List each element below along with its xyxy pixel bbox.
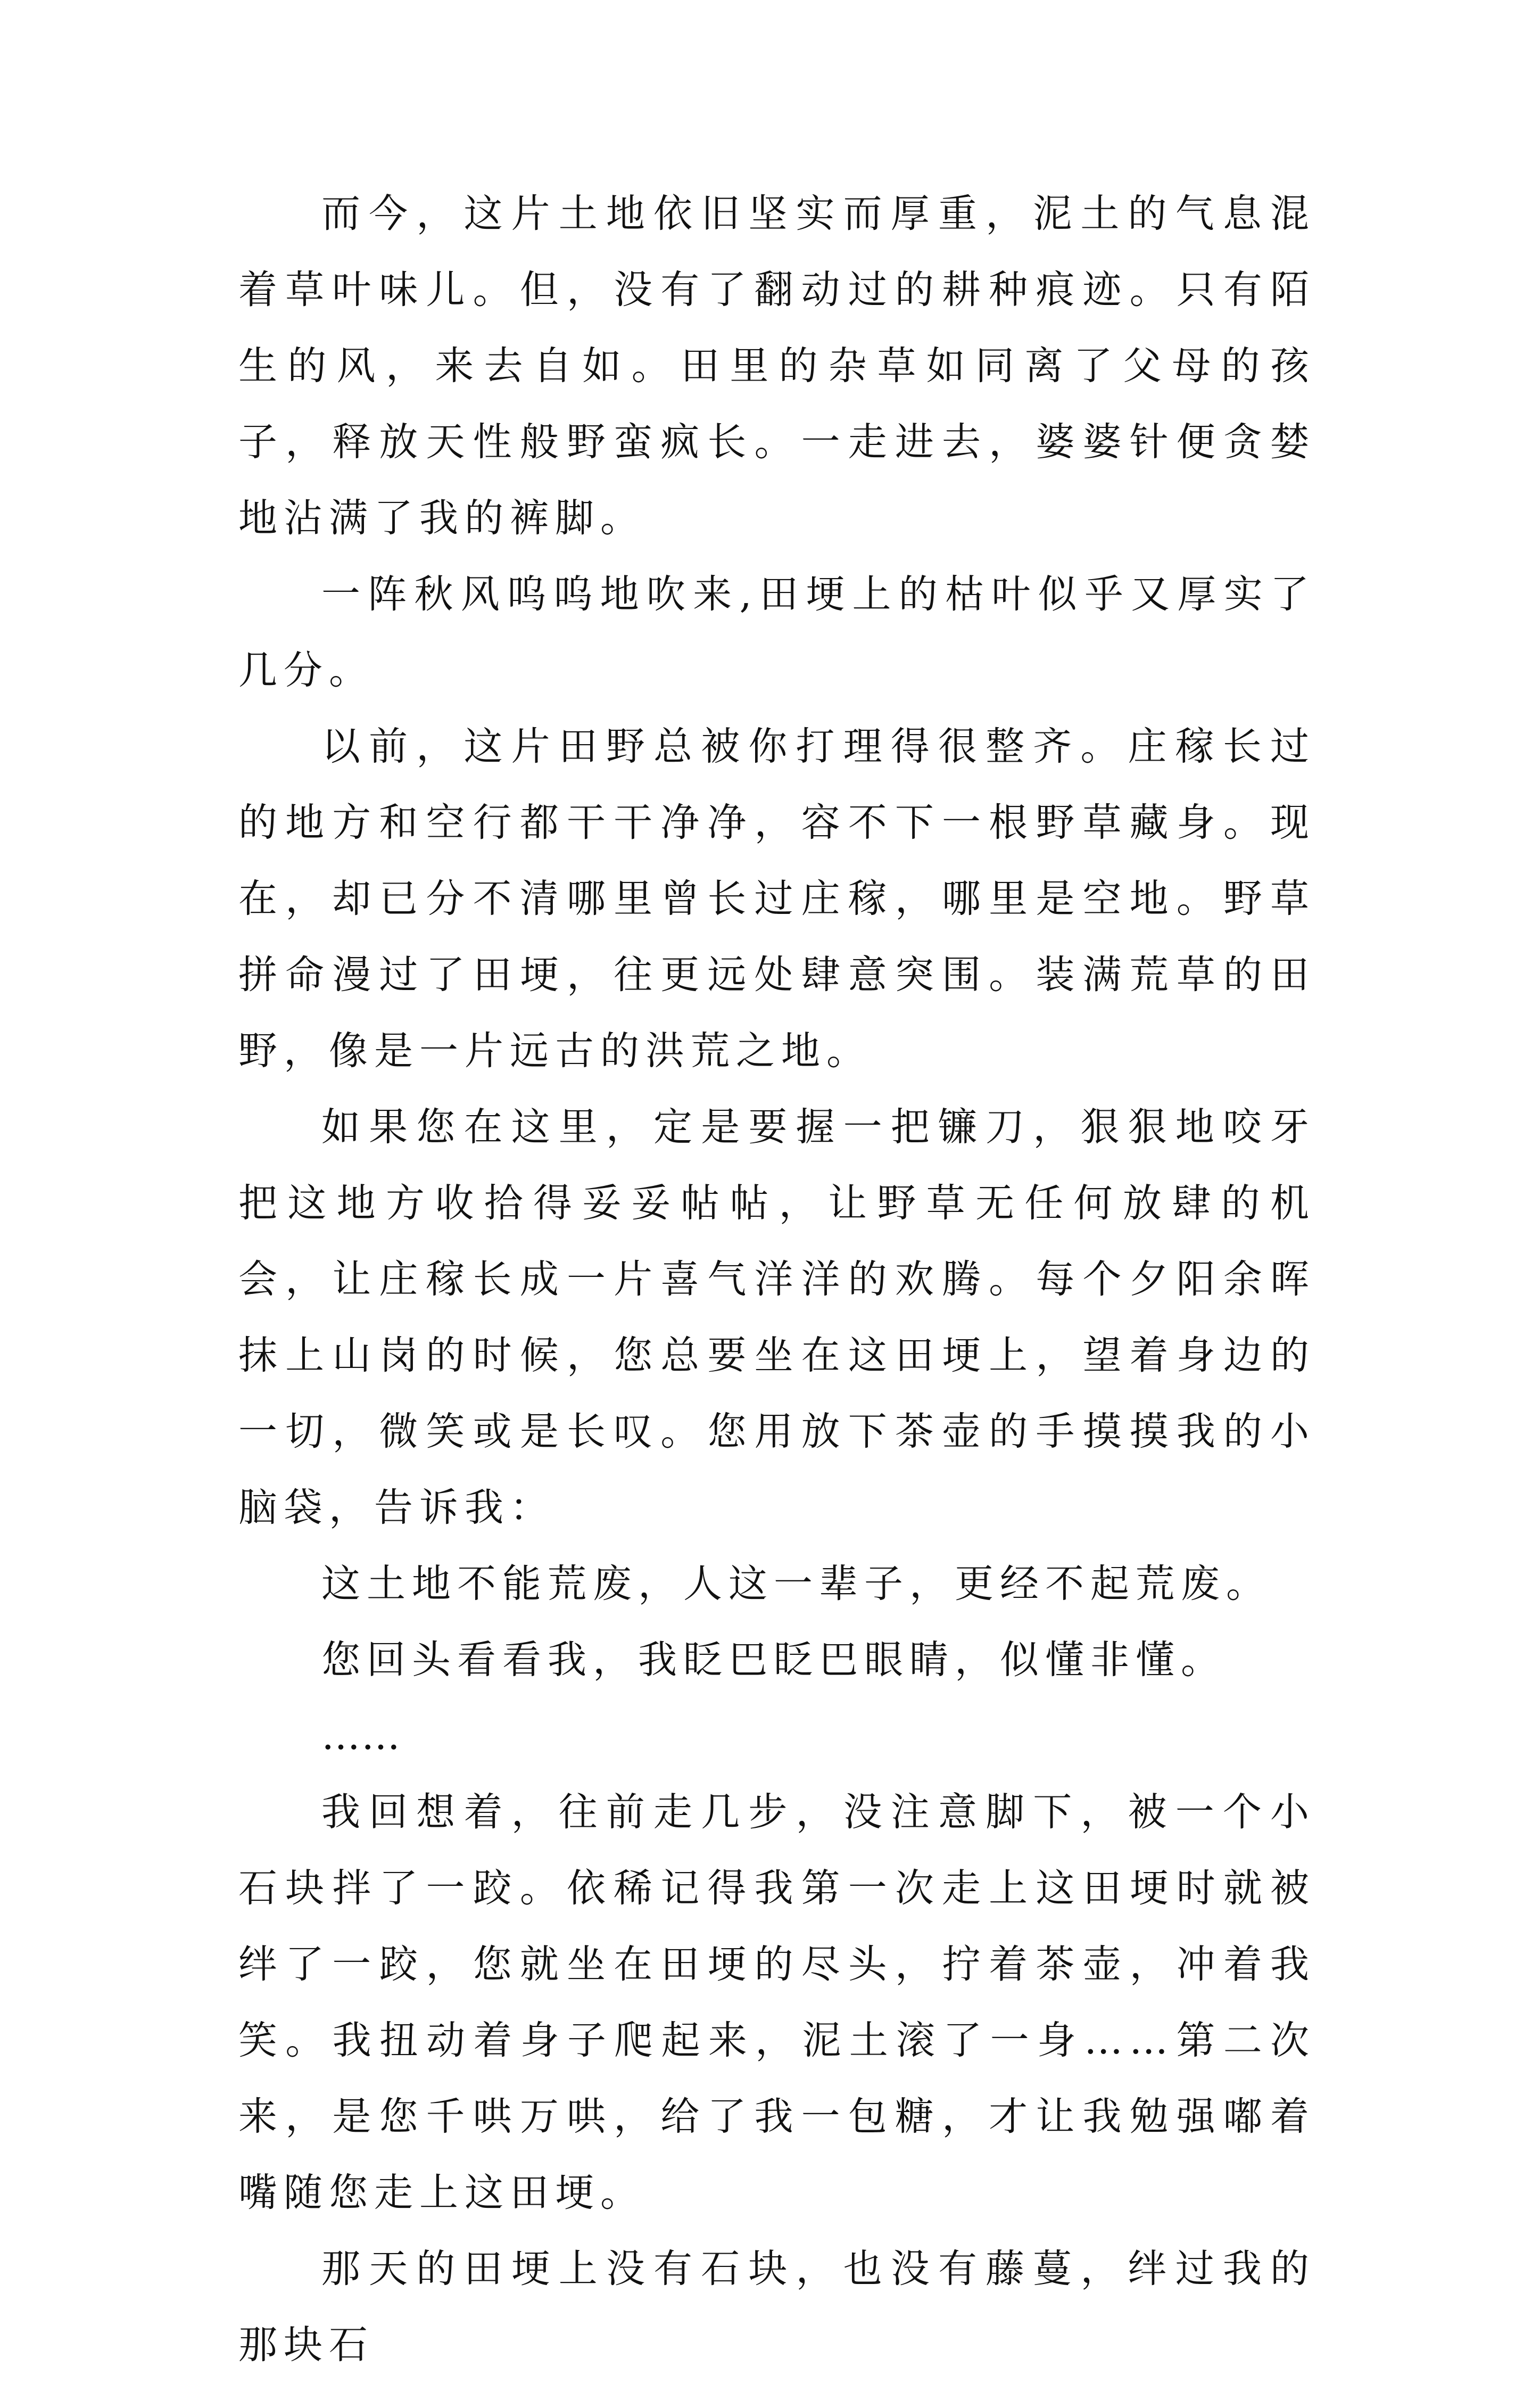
paragraph-7: 我回想着，往前走几步，没注意脚下，被一个小石块拌了一跤。依稀记得我第一次走上这田埂时就被绊了一跤，您就坐在田埂的尽头，拧着茶壶，冲着我笑。我扭动着身子爬起来，泥土滚了一身……第二次来，是您千哄万哄，给了我一包糖，才让我勉强嘟着嘴随您走上这田埂。 (238, 1790, 1315, 2215)
paragraph-2: 一阵秋风呜呜地吹来,田埂上的枯叶似乎又厚实了几分。 (238, 572, 1315, 693)
paragraph-6: 您回头看看我，我眨巴眨巴眼睛，似懂非懂。 (321, 1637, 1226, 1683)
paragraph-3: 以前，这片田野总被你打理得很整齐。庄稼长过的地方和空行都干干净净，容不下一根野草藏身。现在，却已分不清哪里曾长过庄稼，哪里是空地。野草拼命漫过了田埂，往更远处肆意突围。装满荒草的田野，像是一片远古的洪荒之地。 (238, 724, 1315, 1074)
document-page (238, 176, 1315, 2383)
paragraph-8: 那天的田埂上没有石块，也没有藤蔓，绊过我的那块石 (238, 2246, 1315, 2368)
paragraph-ellipsis: …… (321, 1713, 401, 1759)
paragraph-4: 如果您在这里，定是要握一把镰刀，狠狠地咬牙把这地方收拾得妥妥帖帖，让野草无任何放肆的机会，让庄稼长成一片喜气洋洋的欢腾。每个夕阳余晖抹上山岗的时候，您总要坐在这田埂上，望着身边的一切，微笑或是长叹。您用放下茶壶的手摸摸我的小脑袋，告诉我： (238, 1104, 1315, 1530)
paragraph-1: 而今，这片土地依旧坚实而厚重，泥土的气息混着草叶味儿。但，没有了翻动过的耕种痕迹。只有陌生的风，来去自如。田里的杂草如同离了父母的孩子，释放天性般野蛮疯长。一走进去，婆婆针便贪婪地沾满了我的裤脚。 (238, 191, 1315, 541)
paragraph-5: 这土地不能荒废，人这一辈子，更经不起荒废。 (321, 1561, 1271, 1606)
